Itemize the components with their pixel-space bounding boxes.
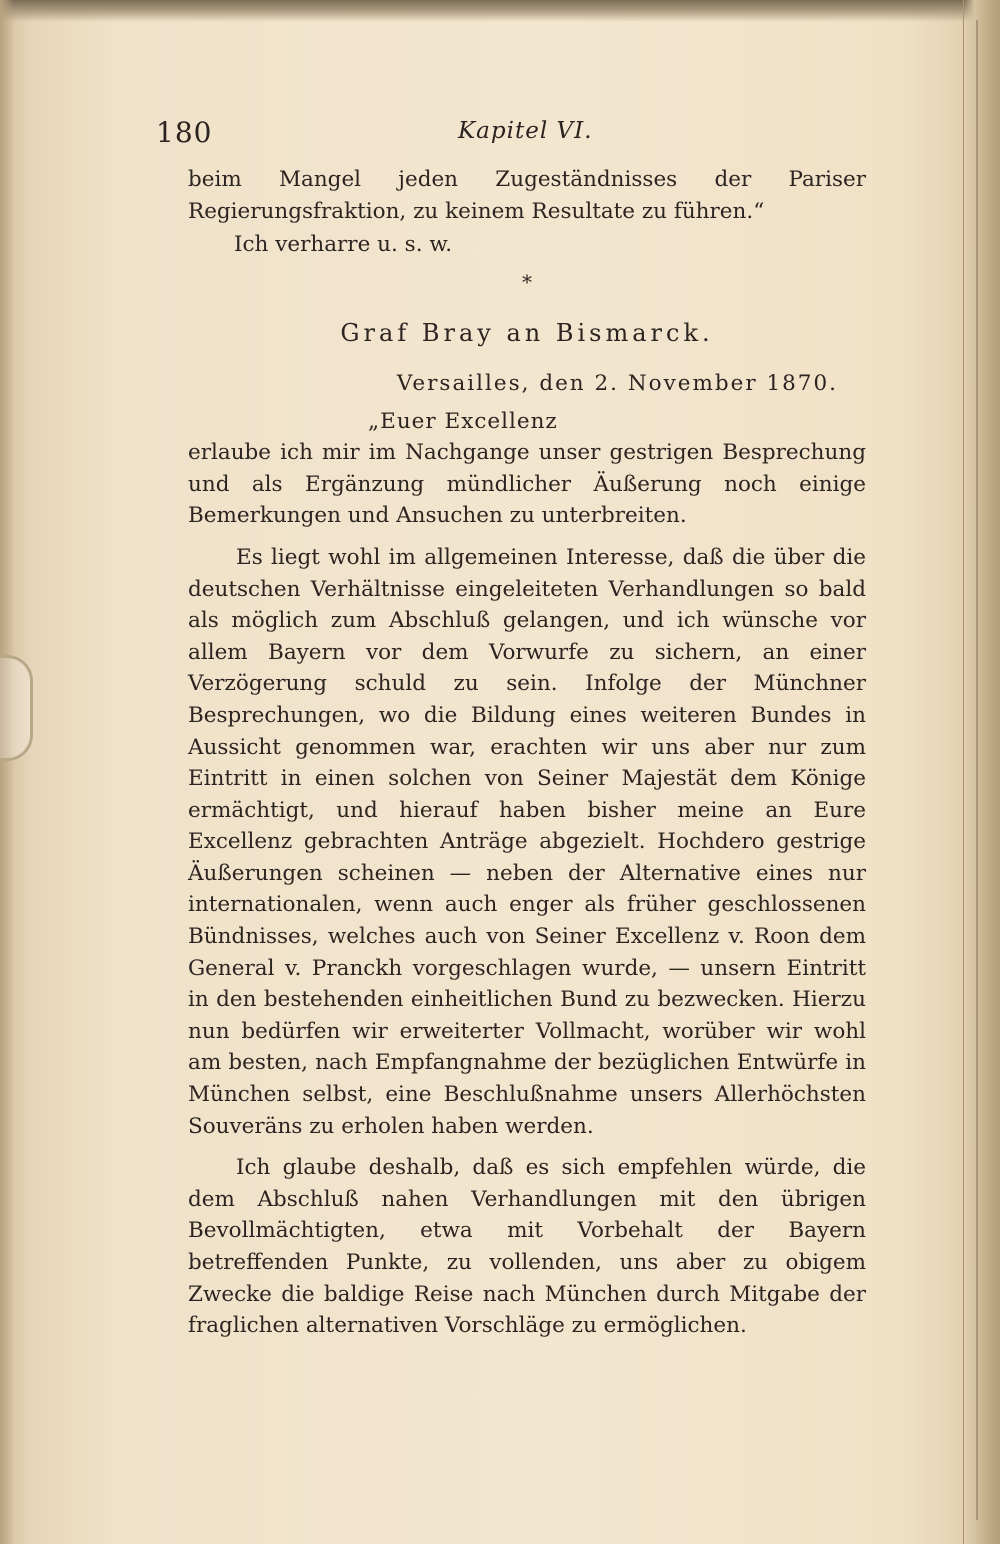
page-number: 180 bbox=[156, 116, 213, 149]
page-header bbox=[156, 112, 876, 152]
closing-line: Ich verharre u. s. w. bbox=[234, 232, 453, 258]
continuation-text: beim Mangel jeden Zugeständnisses der Pariser Regierungsfraktion, zu keinem Resultate zu führen.“ bbox=[188, 167, 866, 224]
paragraph: Es liegt wohl im allgemeinen Interesse, daß die über die deutschen Verhältnisse eingeleiteten Verhandlungen so bald als möglich zum Abschluß gelangen, und ich wünsche vor allem Bayern vor dem Vorwurfe zu sichern, an einer Verzögerung schuld zu sein. Infolge der Münchner Besprechungen, wo die Bildung eines weiteren Bundes in Aussicht genommen war, erachten wir uns aber nur zum Eintritt in einen solchen von Seiner Majestät dem Könige ermächtigt, und hierauf haben bisher meine an Eure Excellenz gebrachten Anträge abgezielt. Hochdero gestrige Äußerungen scheinen — neben der Alternative eines nur internationalen, wenn auch enger als früher geschlossenen Bündnisses, welches auch von Seiner Excellenz v. Roon dem General v. Pranckh vorgeschlagen wurde, — unsern Eintritt in den bestehenden einheitlichen Bund zu bezwecken. Hierzu nun bedürfen wir erweiterter Vollmacht, worüber wir wohl am besten, nach Empfangnahme der bezüglichen Entwürfe in München selbst, eine Beschlußnahme unsers Allerhöchsten Souveräns zu erholen haben werden. bbox=[188, 544, 866, 1139]
letter-title: Graf Bray an Bismarck. bbox=[340, 319, 714, 348]
book-gutter bbox=[963, 0, 1000, 1544]
page-top-edge bbox=[0, 0, 1000, 22]
place-date: Versailles, den 2. November 1870. bbox=[396, 370, 838, 396]
running-head: Kapitel VI. bbox=[458, 118, 593, 144]
paragraph: Ich glaube deshalb, daß es sich empfehlen würde, die dem Abschluß nahen Verhandlungen mit den übrigen Bevollmächtigten, etwa mit Vorbehalt der Bayern betreffenden Punkte, zu vollenden, uns aber zu obigem Zwecke die baldige Reise nach München durch Mitgabe der fraglichen alternativen Vorschläge zu ermöglichen. bbox=[188, 1155, 866, 1339]
clip-mark bbox=[0, 655, 33, 761]
salutation: „Euer Excellenz bbox=[368, 408, 558, 434]
page-left-edge bbox=[0, 0, 14, 1544]
section-separator: * bbox=[522, 269, 532, 294]
page-text bbox=[188, 164, 866, 1342]
paragraph: erlaube ich mir im Nachgange unser gestrigen Besprechung und als Ergänzung mündlicher Äußerung noch einige Bemerkungen und Ansuchen zu unterbreiten. bbox=[188, 440, 866, 529]
gutter-line bbox=[976, 20, 978, 1520]
